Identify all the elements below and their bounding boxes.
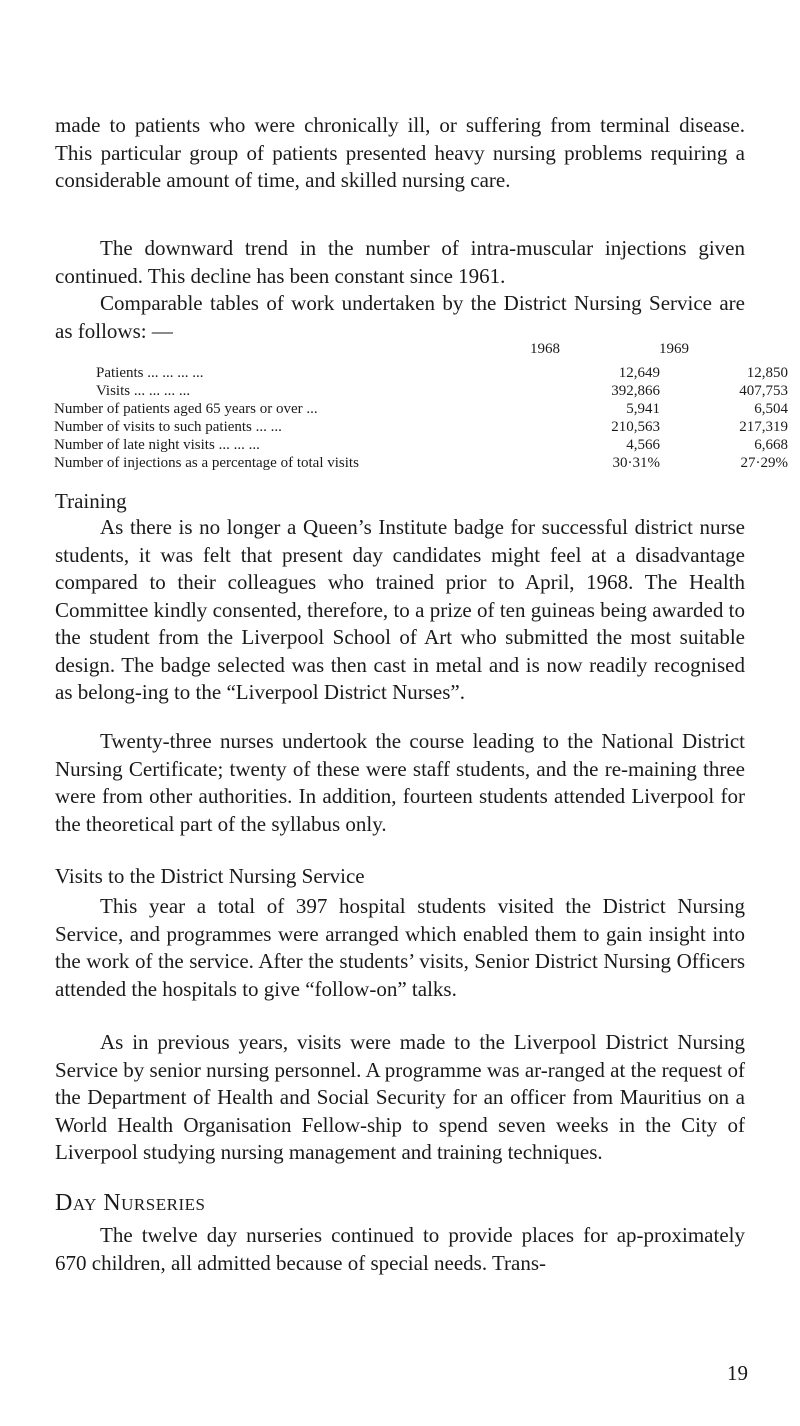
paragraph-text: The downward trend in the number of intra-muscular injections given continued. This decline has been constant since 1961. (55, 236, 745, 288)
paragraph-continued (55, 112, 745, 195)
value-1969: 12,850 (746, 365, 788, 381)
nursing-stats-table (54, 364, 788, 472)
year-header-1968: 1968 (530, 341, 560, 357)
row-label: Number of injections as a percentage of total visits (54, 455, 359, 471)
paragraph-nurseries (55, 1222, 745, 1277)
paragraph-hospital-students (55, 893, 745, 1003)
row-label: Number of late night visits ... ... ... (54, 437, 260, 453)
paragraph-text: As there is no longer a Queen’s Institute badge for successful district nurse students, it was felt that present day candidates might feel at a disadvantage compared to their colleagues who trained prior to April, 1968. The Health Committee kindly consented, therefore, to a prize of ten guineas being awarded to the student from the Liverpool School of Art who submitted the most suitable design. The badge selected was then cast in metal and is now readily recognised as belong-ing to the “Liverpool District Nurses”. (55, 515, 745, 704)
heading-visits: Visits to the District Nursing Service (55, 864, 365, 888)
page-number: 19 (727, 1361, 748, 1385)
paragraph-tables-intro (55, 290, 745, 345)
paragraph-text: Twenty-three nurses undertook the course leading to the National District Nursing Certificate; twenty of these were staff students, and the re-maining three were from other authorities. In addition, fourteen students attended Liverpool for the theoretical part of the syllabus only. (55, 729, 745, 836)
paragraph-text: The twelve day nurseries continued to provide places for ap-proximately 670 children, all admitted because of special needs. Trans- (55, 1223, 745, 1275)
row-label: Number of patients aged 65 years or over ... (54, 401, 318, 417)
paragraph-mauritius (55, 1029, 745, 1167)
paragraph-text: This year a total of 397 hospital students visited the District Nursing Service, and programmes were arranged which enabled them to gain insight into the work of the service. After the students’ visits, Senior District Nursing Officers attended the hospitals to give “follow-on” talks. (55, 894, 745, 1001)
year-header-1969: 1969 (659, 341, 689, 357)
table-row (54, 382, 788, 400)
heading-training: Training (55, 489, 127, 513)
paragraph-injections (55, 235, 745, 290)
paragraph-certificate (55, 728, 745, 838)
value-1969: 27·29% (740, 455, 788, 471)
value-1969: 407,753 (739, 383, 788, 399)
heading-day-nurseries: Day Nurseries (55, 1190, 206, 1216)
paragraph-badge (55, 514, 745, 707)
row-label: Patients ... ... ... ... (96, 365, 204, 381)
value-1969: 6,504 (754, 401, 788, 417)
table-row (54, 436, 788, 454)
value-1968: 12,649 (618, 365, 660, 381)
value-1968: 5,941 (626, 401, 660, 417)
paragraph-text: Comparable tables of work undertaken by the District Nursing Service are as follows: — (55, 291, 745, 343)
value-1969: 6,668 (754, 437, 788, 453)
value-1968: 392,866 (611, 383, 660, 399)
row-label: Visits ... ... ... ... (96, 383, 191, 399)
value-1969: 217,319 (739, 419, 788, 435)
paragraph-text: made to patients who were chronically ill, or suffering from terminal disease. This particular group of patients presented heavy nursing problems requiring a considerable amount of time, and skilled nursing care. (55, 113, 745, 192)
value-1968: 30·31% (612, 455, 660, 471)
table-row (54, 418, 788, 436)
table-row (54, 454, 788, 472)
value-1968: 210,563 (611, 419, 660, 435)
table-row (54, 364, 788, 382)
table-row (54, 400, 788, 418)
paragraph-text: As in previous years, visits were made to the Liverpool District Nursing Service by senior nursing personnel. A programme was ar-ranged at the request of the Department of Health and Social Security for an officer from Mauritius on a World Health Organisation Fellow-ship to spend seven weeks in the City of Liverpool studying nursing management and training techniques. (55, 1030, 745, 1164)
value-1968: 4,566 (626, 437, 660, 453)
row-label: Number of visits to such patients ... ... (54, 419, 282, 435)
